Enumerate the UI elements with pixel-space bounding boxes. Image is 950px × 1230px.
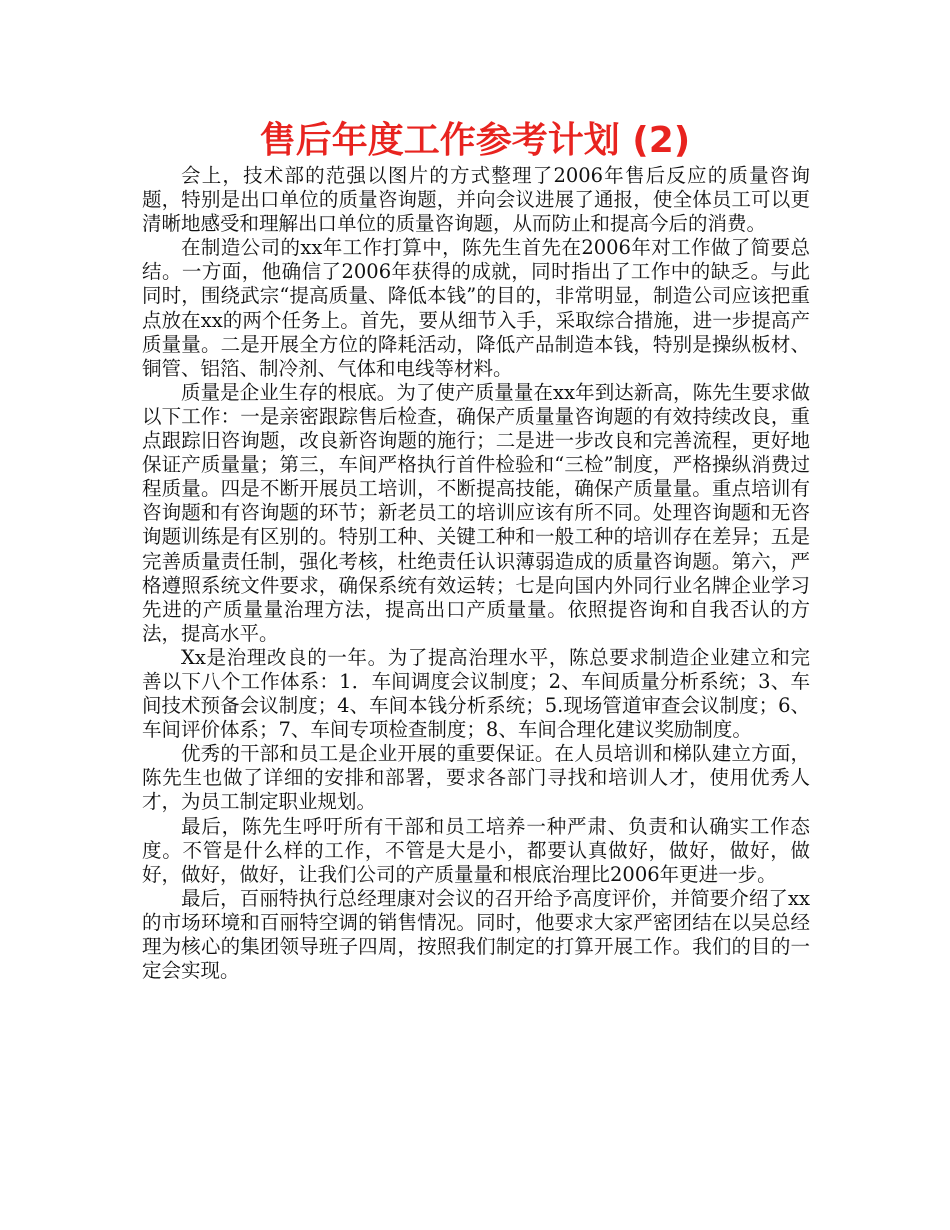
paragraph-4: Xx是治理改良的一年。为了提高治理水平，陈总要求制造企业建立和完善以下八个工作体系：1．车间调度会议制度；2、车间质量分析系统；3、车间技术预备会议制度；4、车间本钱分析系统；5.现场管道审查会议制度；6、车间评价体系；7、车间专项检查制度；8、车间合理化建议奖励制度。 <box>142 645 810 742</box>
paragraph-7: 最后，百丽特执行总经理康对会议的召开给予高度评价，并简要介绍了xx的市场环境和百丽特空调的销售情况。同时，他要求大家严密团结在以吴总经理为核心的集团领导班子四周，按照我们制定的打算开展工作。我们的目的一定会实现。 <box>142 886 810 983</box>
paragraph-1: 会上，技术部的范强以图片的方式整理了2006年售后反应的质量咨询题，特别是出口单位的质量咨询题，并向会议进展了通报，使全体员工可以更清晰地感受和理解出口单位的质量咨询题，从而防止和提高今后的消费。 <box>142 164 810 236</box>
document-title: 售后年度工作参考计划 (2) <box>259 120 691 161</box>
paragraph-2: 在制造公司的xx年工作打算中，陈先生首先在2006年对工作做了简要总结。一方面，他确信了2006年获得的成就，同时指出了工作中的缺乏。与此同时，围绕武宗“提高质量、降低本钱”的目的，非常明显，制造公司应该把重点放在xx的两个任务上。首先，要从细节入手，采取综合措施，进一步提高产质量量。二是开展全方位的降耗活动，降低产品制造本钱，特别是操纵板材、铜管、铝箔、制冷剂、气体和电线等材料。 <box>142 236 810 380</box>
paragraph-5: 优秀的干部和员工是企业开展的重要保证。在人员培训和梯队建立方面，陈先生也做了详细的安排和部署，要求各部门寻找和培训人才，使用优秀人才，为员工制定职业规划。 <box>142 742 810 814</box>
document-body <box>142 164 810 983</box>
paragraph-6: 最后，陈先生呼吁所有干部和员工培养一种严肃、负责和认确实工作态度。不管是什么样的工作，不管是大是小，都要认真做好，做好，做好，做好，做好，做好，让我们公司的产质量量和根底治理比2006年更进一步。 <box>142 814 810 886</box>
paragraph-3: 质量是企业生存的根底。为了使产质量量在xx年到达新高，陈先生要求做以下工作：一是亲密跟踪售后检查，确保产质量量咨询题的有效持续改良，重点跟踪旧咨询题，改良新咨询题的施行；二是进一步改良和完善流程，更好地保证产质量量；第三，车间严格执行首件检验和“三检”制度，严格操纵消费过程质量。四是不断开展员工培训，不断提高技能，确保产质量量。重点培训有咨询题和有咨询题的环节；新老员工的培训应该有所不同。处理咨询题和无咨询题训练是有区别的。特别工种、关键工种和一般工种的培训存在差异；五是完善质量责任制，强化考核，杜绝责任认识薄弱造成的质量咨询题。第六，严格遵照系统文件要求，确保系统有效运转；七是向国内外同行业名牌企业学习先进的产质量量治理方法，提高出口产质量量。依照提咨询和自我否认的方法，提高水平。 <box>142 380 810 645</box>
